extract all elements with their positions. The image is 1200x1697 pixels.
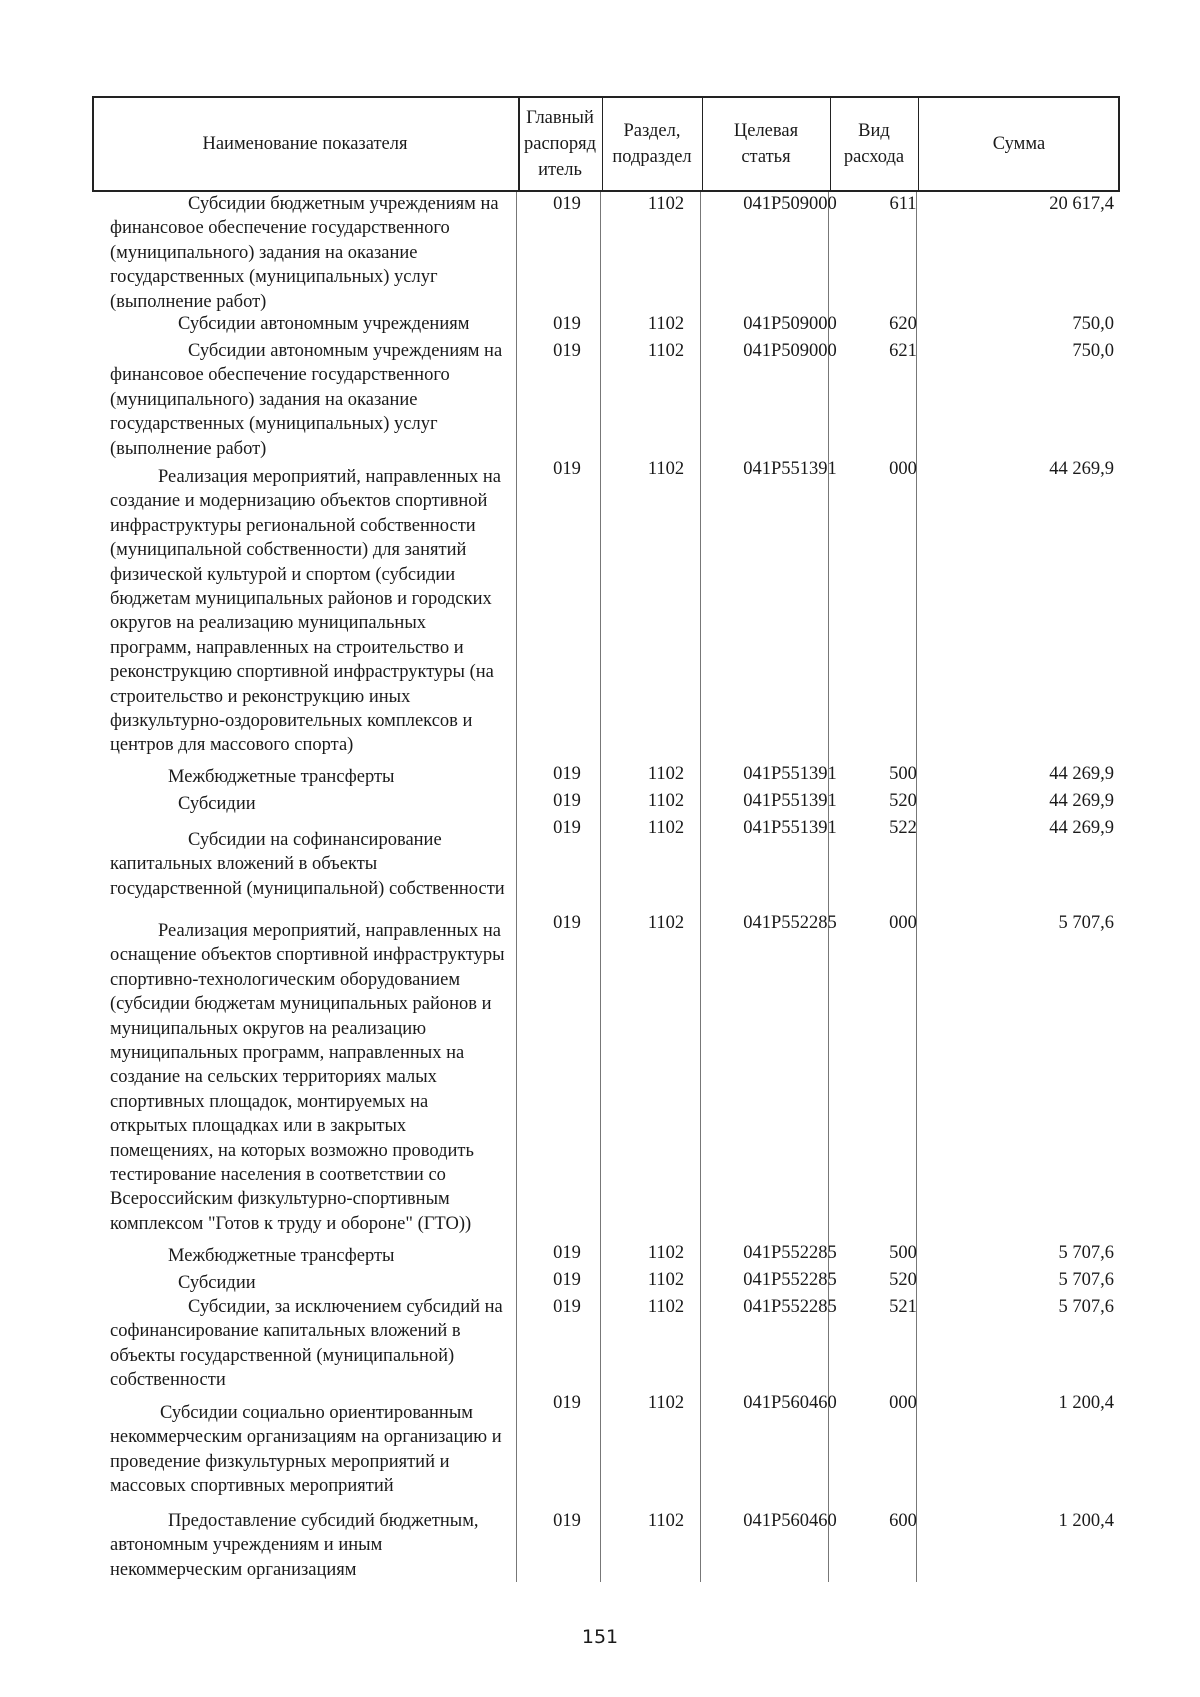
header-divider (918, 98, 919, 190)
row-name: Реализация мероприятий, направленных на создание и модернизацию объектов спортивной инфраструктуры региональной собственности (муниципальной собственности) для занятий физической культурой и спортом (субсидии бюджетам муниципальных районов и городских округов на реализацию муниципальных программ, направленных на строительство и реконструкцию спортивной инфраструктуры (на строительство и реконструкцию иных физкультурно-оздоровительных комплексов и центров для массового спорта) (110, 467, 501, 756)
row-summa: 5 707,6 (1058, 913, 1114, 933)
row-vid: 522 (889, 818, 917, 838)
row-cel: 041P551391 (743, 818, 837, 838)
row-razdel: 1102 (647, 459, 685, 479)
row-razdel: 1102 (647, 764, 685, 784)
table-header (92, 96, 1120, 192)
row-vid: 000 (889, 913, 917, 933)
row-name: Предоставление субсидий бюджетным, автономным учреждениям и иным некоммерческим организациям (110, 1511, 479, 1580)
row-vid: 000 (889, 1393, 917, 1413)
row-cel: 041P552285 (743, 913, 837, 933)
row-vid: 620 (889, 314, 917, 334)
row-glav: 019 (553, 1393, 581, 1413)
column-divider (828, 192, 829, 1582)
row-vid: 621 (889, 341, 917, 361)
column-divider (916, 192, 917, 1582)
header-vid: Вид расхода (843, 121, 905, 167)
row-summa: 5 707,6 (1058, 1297, 1114, 1317)
row-vid: 611 (889, 194, 917, 214)
row-cel: 041P560460 (743, 1511, 837, 1531)
page-number: 151 (581, 1626, 619, 1648)
row-name: Субсидии социально ориентированным некоммерческим организациям на организацию и проведение физкультурных мероприятий и массовых спортивных мероприятий (110, 1403, 502, 1497)
row-vid: 521 (889, 1297, 917, 1317)
column-divider (700, 192, 701, 1582)
row-cel: 041P551391 (743, 764, 837, 784)
row-summa: 20 617,4 (1049, 194, 1114, 214)
row-name: Субсидии автономным учреждениям (178, 314, 470, 334)
row-name: Реализация мероприятий, направленных на оснащение объектов спортивной инфраструктуры спортивно-технологическим оборудованием (субсидии бюджетам муниципальных районов и муниципальных округов на реализацию муниципальных программ, направленных на создание на сельских территориях малых спортивных площадок, монтируемых на открытых площадках или в закрытых помещениях, на которых возможно проводить тестирование населения в соответствии со Всероссийским физкультурно-спортивным комплексом "Готов к труду и обороне" (ГТО)) (110, 921, 505, 1234)
row-summa: 750,0 (1072, 314, 1114, 334)
row-vid: 000 (889, 459, 917, 479)
row-summa: 750,0 (1072, 341, 1114, 361)
row-vid: 520 (889, 1270, 917, 1290)
header-razdel: Раздел, подраздел (612, 121, 692, 167)
row-summa: 44 269,9 (1049, 459, 1114, 479)
header-divider (602, 98, 603, 190)
row-name: Субсидии (178, 794, 256, 814)
row-razdel: 1102 (647, 314, 685, 334)
row-cel: 041P509000 (743, 194, 837, 214)
row-glav: 019 (553, 194, 581, 214)
row-cel: 041P551391 (743, 459, 837, 479)
row-glav: 019 (553, 791, 581, 811)
row-razdel: 1102 (647, 341, 685, 361)
header-cel: Целевая статья (733, 121, 799, 167)
row-vid: 500 (889, 764, 917, 784)
row-name: Субсидии, за исключением субсидий на софинансирование капитальных вложений в объекты государственной (муниципальной) собственности (110, 1297, 503, 1391)
row-razdel: 1102 (647, 194, 685, 214)
row-vid: 600 (889, 1511, 917, 1531)
row-glav: 019 (553, 341, 581, 361)
row-razdel: 1102 (647, 1511, 685, 1531)
row-razdel: 1102 (647, 1393, 685, 1413)
row-cel: 041P509000 (743, 314, 837, 334)
row-summa: 1 200,4 (1058, 1511, 1114, 1531)
row-cel: 041P509000 (743, 341, 837, 361)
row-glav: 019 (553, 1511, 581, 1531)
row-glav: 019 (553, 913, 581, 933)
row-glav: 019 (553, 1243, 581, 1263)
header-name: Наименование показателя (202, 134, 408, 154)
row-razdel: 1102 (647, 913, 685, 933)
row-name: Межбюджетные трансферты (168, 767, 395, 787)
row-razdel: 1102 (647, 1270, 685, 1290)
row-summa: 5 707,6 (1058, 1243, 1114, 1263)
header-glav: Главный распоряд итель (524, 108, 596, 180)
row-razdel: 1102 (647, 1297, 685, 1317)
row-glav: 019 (553, 1270, 581, 1290)
row-summa: 44 269,9 (1049, 764, 1114, 784)
header-summa: Сумма (992, 134, 1046, 154)
row-name: Межбюджетные трансферты (168, 1246, 395, 1266)
row-cel: 041P560460 (743, 1393, 837, 1413)
row-cel: 041P551391 (743, 791, 837, 811)
row-cel: 041P552285 (743, 1243, 837, 1263)
row-cel: 041P552285 (743, 1297, 837, 1317)
header-divider (702, 98, 703, 190)
row-summa: 44 269,9 (1049, 818, 1114, 838)
row-glav: 019 (553, 764, 581, 784)
row-glav: 019 (553, 1297, 581, 1317)
row-glav: 019 (553, 818, 581, 838)
row-razdel: 1102 (647, 791, 685, 811)
row-vid: 500 (889, 1243, 917, 1263)
row-summa: 44 269,9 (1049, 791, 1114, 811)
row-razdel: 1102 (647, 1243, 685, 1263)
row-summa: 1 200,4 (1058, 1393, 1114, 1413)
row-name: Субсидии (178, 1273, 256, 1293)
row-name: Субсидии бюджетным учреждениям на финансовое обеспечение государственного (муниципального) задания на оказание государственных (муниципальных) услуг (выполнение работ) (110, 194, 499, 312)
row-razdel: 1102 (647, 818, 685, 838)
row-cel: 041P552285 (743, 1270, 837, 1290)
row-name: Субсидии на софинансирование капитальных вложений в объекты государственной (муниципальной) собственности (110, 830, 505, 899)
row-summa: 5 707,6 (1058, 1270, 1114, 1290)
column-divider (600, 192, 601, 1582)
row-glav: 019 (553, 459, 581, 479)
row-glav: 019 (553, 314, 581, 334)
row-vid: 520 (889, 791, 917, 811)
row-name: Субсидии автономным учреждениям на финансовое обеспечение государственного (муниципального) задания на оказание государственных (муниципальных) услуг (выполнение работ) (110, 341, 503, 459)
header-divider (830, 98, 831, 190)
